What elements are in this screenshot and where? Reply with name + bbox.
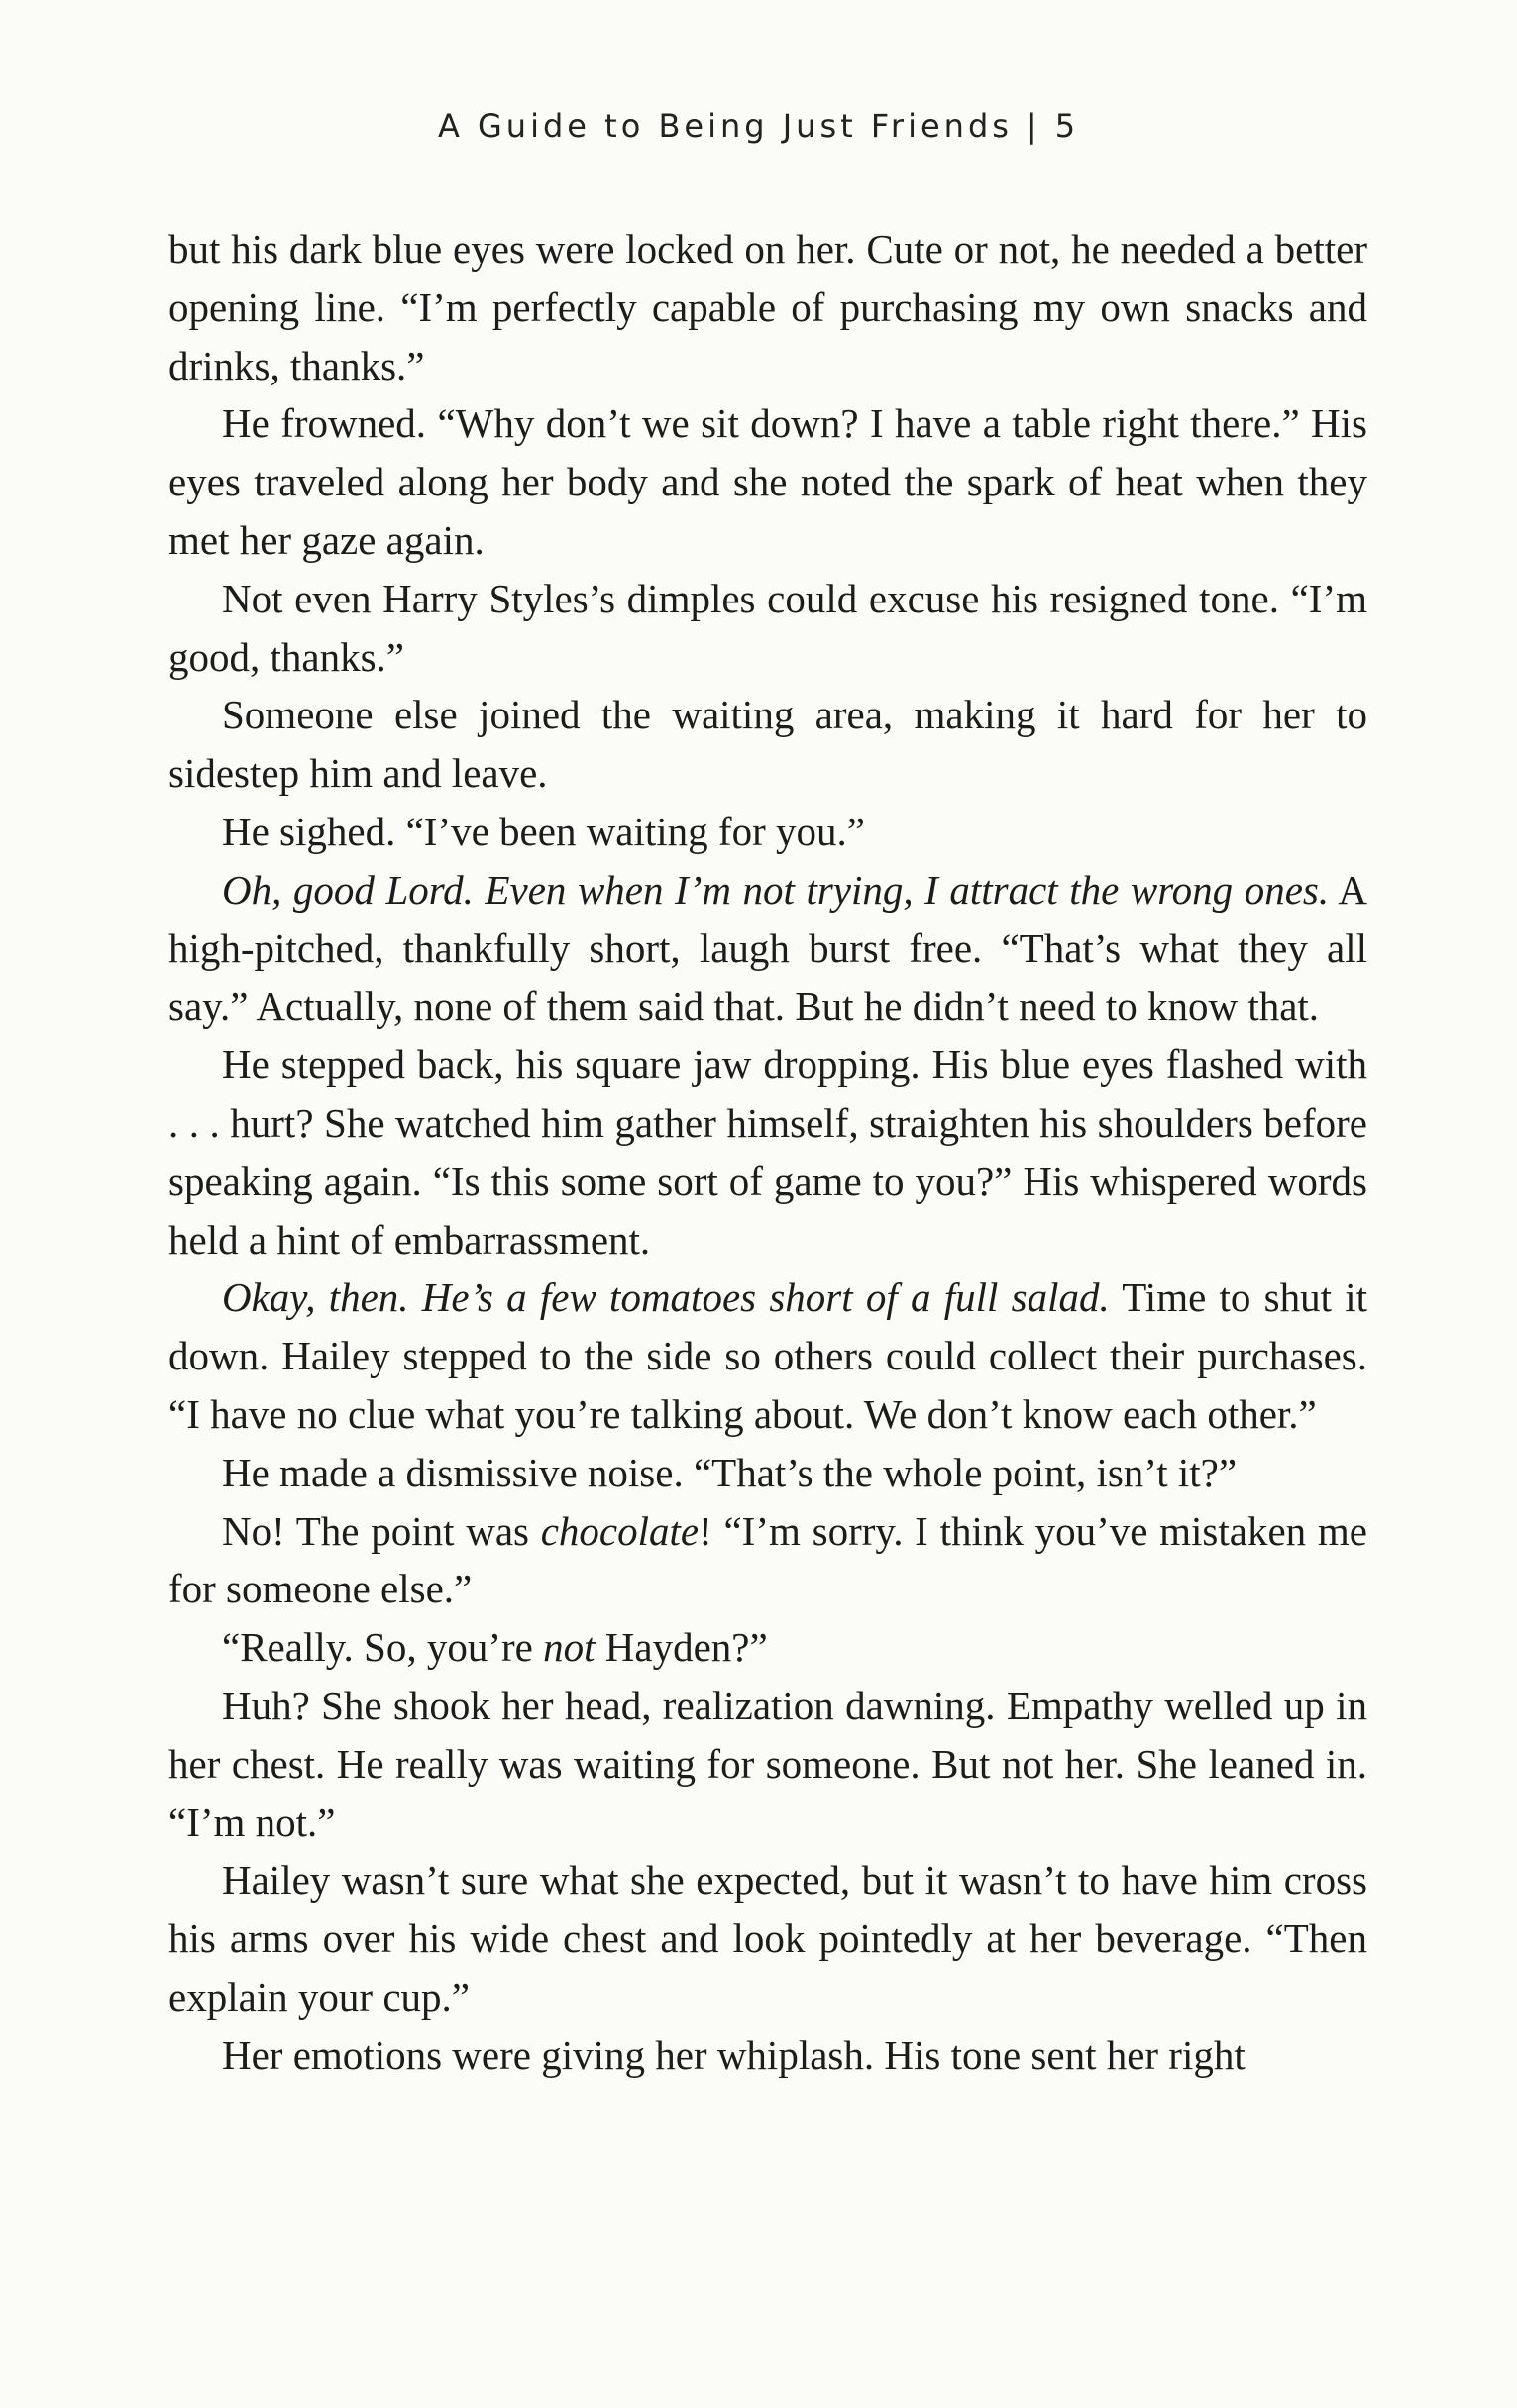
paragraph — [168, 1268, 1367, 1443]
paragraph — [168, 1851, 1367, 2025]
running-head — [0, 107, 1517, 145]
paragraph — [168, 1036, 1367, 1268]
paragraph — [168, 1444, 1367, 1502]
text-run: A high-pitched, thankfully short, laugh burst free. “That’s what they all say.” Actually, none of them said that. But he didn’t need to know that. — [168, 866, 1367, 1030]
paragraph — [168, 686, 1367, 803]
italic-text: Oh, good Lord. Even when I’m not trying, I attract the wrong ones. — [222, 866, 1330, 913]
text-run: Time to shut it down. Hailey stepped to the side so others could collect their purchases. “I have no clue what you’re talking about. We don’t know each other.” — [168, 1274, 1368, 1437]
italic-text: not — [543, 1624, 596, 1671]
paragraph — [168, 1618, 1367, 1677]
page-number: 5 — [1054, 107, 1080, 145]
paragraph — [168, 2026, 1367, 2085]
text-run: ! “I’m sorry. I think you’ve mistaken me for someone else.” — [168, 1507, 1367, 1612]
text-run: No! The point was — [222, 1507, 541, 1554]
text-run: but his dark blue eyes were locked on her. Cute or not, he needed a better opening line. “I’m perfectly capable of purchasing my own snacks and drinks, thanks.” — [168, 226, 1367, 388]
text-run: Not even Harry Styles’s dimples could excuse his resigned tone. “I’m good, thanks.” — [168, 575, 1367, 680]
header-separator: | — [1026, 107, 1041, 145]
paragraph — [168, 803, 1367, 861]
paragraph — [168, 1677, 1367, 1851]
text-run: Hayden?” — [595, 1624, 768, 1671]
book-title: A Guide to Being Just Friends — [437, 107, 1013, 145]
text-run: Someone else joined the waiting area, making it hard for her to sidestep him and leave. — [168, 692, 1367, 797]
text-run: He sighed. “I’ve been waiting for you.” — [222, 808, 865, 854]
body-text — [168, 220, 1367, 2085]
text-run: He made a dismissive noise. “That’s the whole point, isn’t it?” — [222, 1449, 1238, 1495]
paragraph — [168, 570, 1367, 687]
paragraph — [168, 394, 1367, 569]
paragraph — [168, 861, 1367, 1036]
text-run: “Really. So, you’re — [222, 1624, 544, 1671]
italic-text: chocolate — [540, 1507, 700, 1554]
text-run: Hailey wasn’t sure what she expected, but it wasn’t to have him cross his arms over his wide chest and look pointedly at her beverage. “Then explain your cup.” — [168, 1857, 1367, 2020]
text-run: He stepped back, his square jaw dropping. His blue eyes flashed with . . . hurt? She watched him gather himself, straighten his shoulders before speaking again. “Is this some sort of game to you?” His whispered words held a hint of embarrassment. — [168, 1041, 1367, 1262]
text-run: Her emotions were giving her whiplash. His tone sent her right — [222, 2031, 1246, 2078]
paragraph — [168, 1502, 1367, 1619]
text-run: He frowned. “Why don’t we sit down? I have a table right there.” His eyes traveled along her body and she noted the spark of heat when they met her gaze again. — [168, 400, 1367, 563]
text-run: Huh? She shook her head, realization dawning. Empathy welled up in her chest. He really was waiting for someone. But not her. She leaned in. “I’m not.” — [168, 1682, 1367, 1845]
italic-text: Okay, then. He’s a few tomatoes short of a full salad. — [222, 1274, 1110, 1321]
paragraph — [168, 220, 1367, 394]
